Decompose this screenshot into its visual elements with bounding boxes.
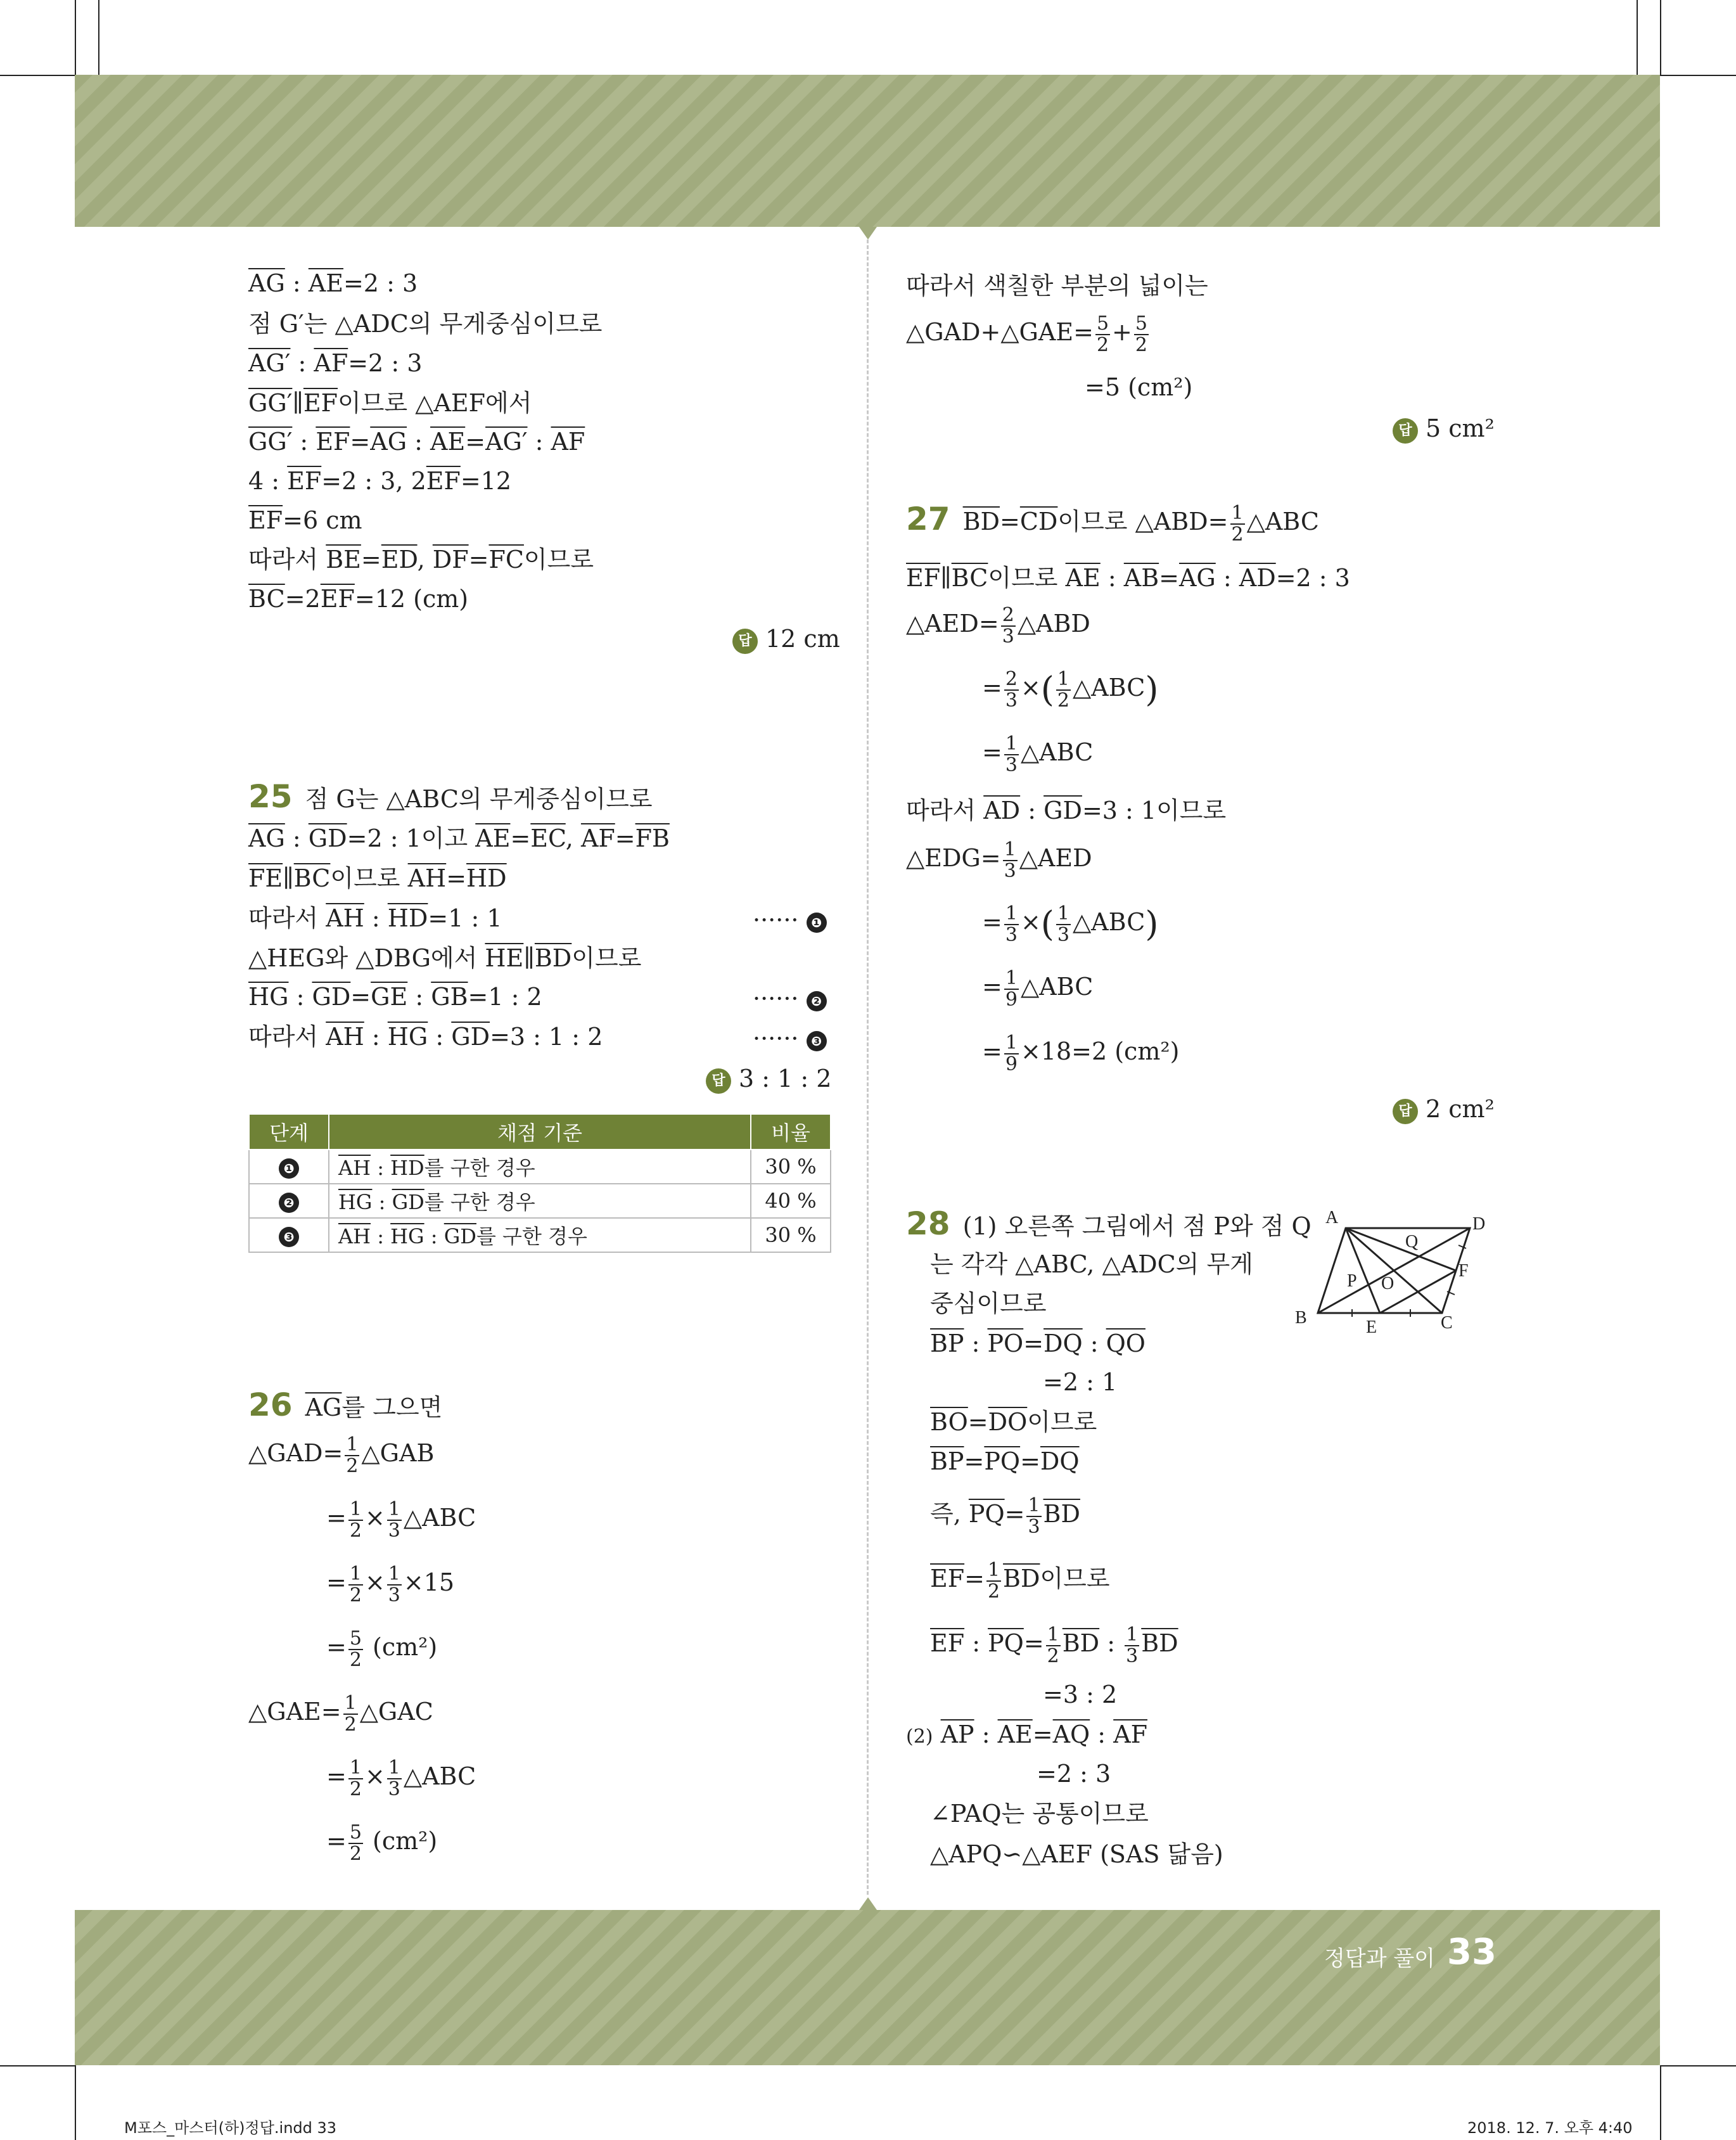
p28-line-7: $\overline{BP}=\overline{PQ}=\overline{DQ}$ [930,1447,1080,1475]
p24-line-7: $\overline{EF}=6$ cm [248,506,362,534]
crop-mark [0,2065,75,2066]
p28-line-14: ∠PAQ는 공통이므로 [930,1800,1149,1828]
figure-label: E [1366,1317,1377,1337]
p27-line-4: = $\frac{2}{3}$ ×( $\frac{1}{2}$ △ABC) [982,668,1159,712]
p24-line-3: AG′ : $\overline{AF}=2$ : 3 [248,349,423,377]
p25-line-1: 25 점 G는 △ABC의 무게중심이므로 [248,778,653,815]
figure-label: D [1472,1214,1486,1234]
p28-line-12: (2) $\overline{AP}$ : $\overline{AE}=\overline{AQ}$ : $\overline{AF}$ [906,1720,1147,1748]
crop-mark [1660,2065,1661,2140]
p25-line-7: 따라서 $\overline{AH}$ : $\overline{HG}$ : $\overline{GD}=3$ : 1 : 2 [248,1023,603,1051]
divider-notch [859,1897,877,1910]
footer-file-name: M포스_마스터(하)정답.indd 33 [124,2119,337,2137]
criterion-cell: $\overline{AH}$ : $\overline{HG}$ : $\overline{GD}$를 구한 경우 [329,1218,751,1252]
p28-line-9: $\overline{EF}=$ $\frac{1}{2}$ $\overline{BD}$이므로 [930,1559,1110,1603]
table-row: ❶ $\overline{AH}$ : $\overline{HD}$를 구한 경우 30 % [249,1150,831,1184]
p28-line-13: =2 : 3 [1037,1760,1111,1788]
p25-line-4: 따라서 $\overline{AH}$ : $\overline{HD}=1$ : 1 [248,904,502,932]
figure-label: B [1295,1308,1307,1328]
problem-number-28: 28 [906,1205,950,1242]
p27-line-10: = $\frac{1}{9}$ ×18=2 (cm²) [982,1032,1180,1075]
p26-line-5: = $\frac{5}{2}$ (cm²) [326,1627,438,1671]
p27-line-2: $\overline{EF}\parallel\overline{BC}$이므로 $\overline{AE}$ : $\overline{AB}=\overline{AG}$ : $\overline{AD}=2$ : 3 [906,564,1350,592]
step-mark-1: ······ ❶ [753,906,827,934]
criterion-cell: $\overline{AH}$ : $\overline{HD}$를 구한 경우 [329,1150,751,1184]
p24-line-8: 따라서 $\overline{BE}=\overline{ED}$, $\overline{DF}=\overline{FC}$이므로 [248,546,594,573]
figure-label: F [1458,1261,1469,1281]
crop-mark [98,0,99,75]
p27-line-1: 27 $\overline{BD}=\overline{CD}$이므로 △ABD= $\frac{1}{2}$ △ABC [906,501,1319,546]
p28-line-10: $\overline{EF}$ : $\overline{PQ}=$ $\frac{1}{2}$ $\overline{BD}$ : $\frac{1}{3}$ $\overline{BD}$ [930,1624,1178,1667]
header-criterion: 채점 기준 [329,1114,751,1150]
problem-number-27: 27 [906,501,950,537]
p24-line-2: 점 G′는 △ADC의 무게중심이므로 [248,310,603,338]
p24-line-4: $GG'\parallel\overline{EF}$이므로 △AEF에서 [248,389,532,417]
crop-mark [0,75,75,76]
p27-line-5: = $\frac{1}{3}$ △ABC [982,733,1094,776]
p28-line-3: 중심이므로 [930,1290,1047,1317]
answer-badge: 답 [1393,1099,1418,1124]
p26-line-1: 26 $\overline{AG}$를 그으면 [248,1387,443,1423]
p28-line-1: 28 (1) 오른쪽 그림에서 점 P와 점 Q [906,1205,1312,1242]
p27-line-9: = $\frac{1}{9}$ △ABC [982,967,1094,1011]
table-row: ❷ $\overline{HG}$ : $\overline{GD}$를 구한 경우 40 % [249,1184,831,1218]
p24-answer: 답 12 cm [732,625,840,654]
p26-line-11: =5 (cm²) [1085,373,1193,401]
p24-line-6: 4 : $\overline{EF}=2$ : 3, $2\overline{EF}=12$ [248,467,512,495]
ratio-cell: 30 % [751,1150,831,1184]
p26-line-6: △GAE= $\frac{1}{2}$ △GAC [248,1692,433,1736]
figure-label: A [1325,1208,1339,1227]
figure-label: P [1347,1271,1357,1291]
answer-badge: 답 [706,1068,731,1094]
scoring-table-header [249,1114,831,1150]
table-row: ❸ $\overline{AH}$ : $\overline{HG}$ : $\overline{GD}$를 구한 경우 30 % [249,1218,831,1252]
footer-band [75,1910,1660,2065]
p26-line-2: △GAD= $\frac{1}{2}$ △GAB [248,1433,435,1477]
step-mark-3: ······ ❸ [753,1025,827,1053]
p27-line-7: △EDG= $\frac{1}{3}$ △AED [906,838,1092,882]
p26-line-8: = $\frac{5}{2}$ (cm²) [326,1821,438,1865]
p25-line-5: △HEG와 △DBG에서 $\overline{HE}\parallel\overline{BD}$이므로 [248,944,642,972]
header-band [75,75,1660,227]
header-step: 단계 [249,1114,329,1150]
p28-line-6: $\overline{BO}=\overline{DO}$이므로 [930,1408,1097,1436]
p24-line-9: $\overline{BC}=2\overline{EF}=12$ (cm) [248,585,469,613]
ratio-cell: 30 % [751,1218,831,1252]
section-title: 정답과 풀이 [1324,1946,1436,1971]
p28-line-5: =2 : 1 [1043,1368,1118,1396]
criterion-cell: $\overline{HG}$ : $\overline{GD}$를 구한 경우 [329,1184,751,1218]
answer-badge: 답 [1393,418,1418,444]
p26-line-3: = $\frac{1}{2}$ × $\frac{1}{3}$ △ABC [326,1498,476,1542]
p26-line-10: △GAD+△GAE= $\frac{5}{2}$ + $\frac{5}{2}$ [906,312,1147,356]
parallelogram-figure [1292,1204,1495,1337]
p28-line-4: $\overline{BP}$ : $\overline{PO}=\overline{DQ}$ : $\overline{QO}$ [930,1329,1146,1357]
p28-line-2: 는 각각 △ABC, △ADC의 무게 [930,1250,1253,1278]
figure-label: O [1381,1274,1395,1293]
p27-answer: 답 2 cm² [1393,1095,1495,1124]
scoring-table [248,1113,831,1253]
crop-mark [1660,2065,1736,2066]
crop-mark [1660,75,1736,76]
p28-line-15: △APQ∽△AEF (SAS 닮음) [930,1840,1223,1868]
figure-label: Q [1405,1232,1419,1252]
p26-answer: 답 5 cm² [1393,414,1495,444]
p27-line-3: △AED= $\frac{2}{3}$ △ABD [906,604,1090,648]
p26-line-9: 따라서 색칠한 부분의 넓이는 [906,272,1208,300]
problem-number-26: 26 [248,1387,293,1423]
p27-line-6: 따라서 $\overline{AD}$ : $\overline{GD}=3$ : 1이므로 [906,797,1227,824]
p25-line-6: $\overline{HG}$ : $\overline{GD}=\overline{GE}$ : $\overline{GB}=1$ : 2 [248,983,542,1011]
column-divider [867,240,869,1895]
header-ratio: 비율 [751,1114,831,1150]
p25-answer: 답 3 : 1 : 2 [706,1065,831,1094]
ratio-cell: 40 % [751,1184,831,1218]
p26-line-7: = $\frac{1}{2}$ × $\frac{1}{3}$ △ABC [326,1757,476,1800]
divider-notch [859,227,877,240]
p27-line-8: = $\frac{1}{3}$ ×( $\frac{1}{3}$ △ABC) [982,902,1159,946]
p28-line-8: 즉, $\overline{PQ}=$ $\frac{1}{3}$ $\overline{BD}$ [930,1494,1080,1538]
p25-line-3: $\overline{FE}\parallel\overline{BC}$이므로 $\overline{AH}=\overline{HD}$ [248,864,507,892]
crop-mark [75,2065,76,2140]
crop-mark [75,0,76,75]
figure-label: C [1441,1313,1453,1333]
crop-mark [1637,0,1638,75]
p25-line-2: $\overline{AG}$ : $\overline{GD}=2$ : 1이고 $\overline{AE}=\overline{EC}$, $\overline{AF}=\overline{FB}$ [248,824,670,852]
p24-line-5: GG′ : $\overline{EF}=\overline{AG}$ : $\overline{AE}=AG'$ : $\overline{AF}$ [248,428,585,456]
step-mark-2: ······ ❷ [753,985,827,1013]
problem-number-25: 25 [248,778,293,815]
p24-line-1: $\overline{AG}$ : $\overline{AE}=2$ : 3 [248,269,418,297]
footer-timestamp: 2018. 12. 7. 오후 4:40 [1467,2119,1633,2137]
answer-badge: 답 [732,629,758,654]
crop-mark [1660,0,1661,75]
p28-line-11: =3 : 2 [1043,1681,1118,1708]
p26-line-4: = $\frac{1}{2}$ × $\frac{1}{3}$ ×15 [326,1563,455,1606]
page-number: 33 [1447,1932,1497,1973]
